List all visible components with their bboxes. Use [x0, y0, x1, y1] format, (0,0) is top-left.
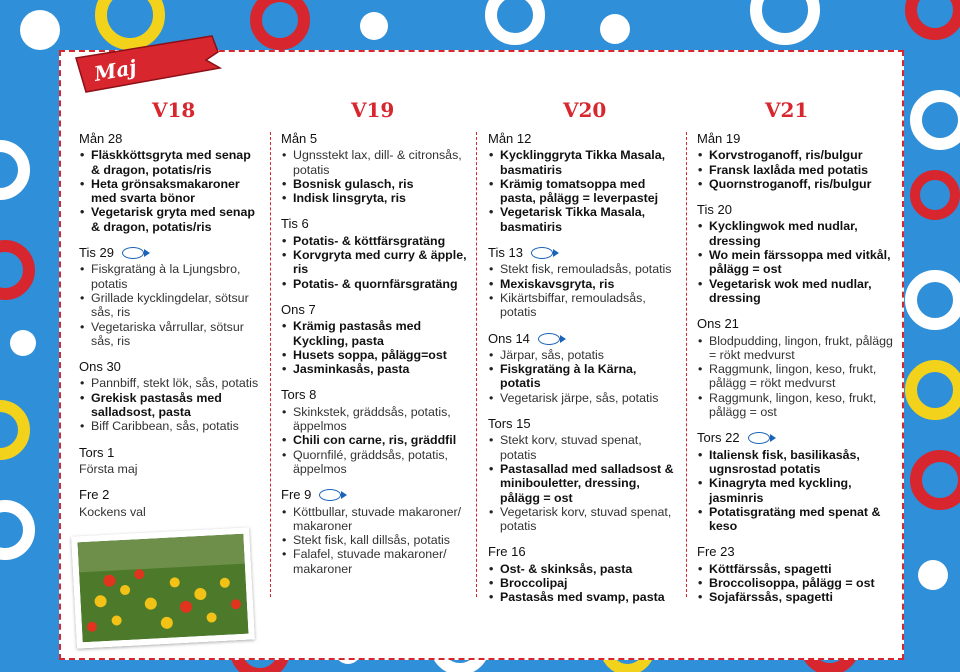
- menu-item: • Heta grönsaksmakaroner med svarta bönor: [79, 177, 259, 206]
- menu-item: • Stekt korv, stuvad spenat, potatis: [488, 433, 678, 462]
- day-heading: Fre 23: [697, 544, 735, 560]
- menu-item: • Grekisk pastasås med salladsost, pasta: [79, 391, 259, 420]
- menu-item: • Korvgryta med curry & äpple, ris: [281, 248, 471, 277]
- day-heading: Fre 16: [488, 544, 526, 560]
- menu-item: • Mexiskavsgryta, ris: [488, 277, 678, 291]
- menu-item: • Potatis- & quornfärsgratäng: [281, 277, 471, 291]
- day-heading: Tis 29: [79, 245, 114, 261]
- fish-icon: [319, 489, 341, 501]
- week-18-heading: V18: [152, 98, 196, 122]
- day-heading: Fre 9: [281, 487, 312, 503]
- menu-item: • Vegetariska vårrullar, sötsur sås, ris: [79, 320, 259, 349]
- column-divider: [686, 132, 687, 597]
- menu-item: • Fiskgratäng à la Ljungsbro, potatis: [79, 262, 259, 291]
- menu-item: • Jasminkasås, pasta: [281, 362, 471, 376]
- fish-icon: [531, 247, 553, 259]
- day-heading: Tis 13: [488, 245, 523, 261]
- menu-item: • Ost- & skinksås, pasta: [488, 562, 678, 576]
- week-20-heading: V20: [563, 98, 607, 122]
- day-heading-row: [488, 246, 678, 260]
- menu-item: • Italiensk fisk, basilikasås, ugnsrostad potatis: [697, 448, 897, 477]
- day-heading: Mån 28: [79, 131, 123, 146]
- menu-note: Kockens val: [79, 504, 146, 519]
- menu-item: • Korvstroganoff, ris/bulgur: [697, 148, 897, 162]
- menu-item: • Krämig tomatsoppa med pasta, pålägg = leverpastej: [488, 177, 678, 206]
- menu-item: • Grillade kycklingdelar, sötsur sås, ris: [79, 291, 259, 320]
- column-divider: [476, 132, 477, 597]
- menu-item: • Vegetarisk wok med nudlar, dressing: [697, 277, 897, 306]
- menu-item: • Ugnsstekt lax, dill- & citronsås, potatis: [281, 148, 471, 177]
- menu-item: • Vegetarisk korv, stuvad spenat, potatis: [488, 505, 678, 534]
- day-heading: Fre 2: [79, 487, 110, 503]
- day-heading-row: [488, 332, 678, 346]
- day-heading: Tors 15: [488, 416, 531, 432]
- day-heading: Tis 20: [697, 202, 732, 218]
- day-heading: Mån 19: [697, 131, 741, 146]
- day-heading: Ons 21: [697, 316, 739, 332]
- menu-item: • Raggmunk, lingon, keso, frukt, pålägg = ost: [697, 391, 897, 420]
- menu-item: • Broccolipaj: [488, 576, 678, 590]
- menu-item: • Skinkstek, gräddsås, potatis, äppelmos: [281, 405, 471, 434]
- menu-item: • Vegetarisk gryta med senap & dragon, potatis/ris: [79, 205, 259, 234]
- fish-icon: [122, 247, 144, 259]
- menu-item: • Järpar, sås, potatis: [488, 348, 678, 362]
- menu-item: • Potatis- & köttfärsgratäng: [281, 234, 471, 248]
- menu-item: • Fransk laxlåda med potatis: [697, 163, 897, 177]
- day-heading: Mån 5: [281, 131, 318, 146]
- menu-item: • Vegetarisk Tikka Masala, basmatiris: [488, 205, 678, 234]
- week-19-heading: V19: [351, 98, 395, 122]
- month-banner: [72, 30, 222, 100]
- menu-item: • Falafel, stuvade makaroner/ makaroner: [281, 547, 471, 576]
- flower-photo: [71, 527, 255, 648]
- menu-item: • Kikärtsbiffar, remouladsås, potatis: [488, 291, 678, 320]
- day-heading: Tors 22: [697, 430, 740, 446]
- day-heading: Mån 12: [488, 131, 532, 146]
- week-19-column: [281, 132, 471, 576]
- menu-item: • Pastasallad med salladsost & minibouletter, dressing, pålägg = ost: [488, 462, 678, 505]
- menu-item: • Sojafärssås, spagetti: [697, 590, 897, 604]
- menu-item: • Stekt fisk, kall dillsås, potatis: [281, 533, 471, 547]
- day-heading: Ons 7: [281, 301, 316, 317]
- menu-item: • Pastasås med svamp, pasta: [488, 590, 678, 604]
- menu-item: • Blodpudding, lingon, frukt, pålägg = rökt medvurst: [697, 334, 897, 363]
- menu-item: • Wo mein färssoppa med vitkål, pålägg = ost: [697, 248, 897, 277]
- day-heading-row: [697, 431, 897, 445]
- day-heading-row: [281, 488, 471, 502]
- menu-item: • Husets soppa, pålägg=ost: [281, 348, 471, 362]
- menu-item: • Biff Caribbean, sås, potatis: [79, 419, 259, 433]
- fish-icon: [748, 432, 770, 444]
- day-heading: Tis 6: [281, 216, 309, 232]
- flower-illustration: [77, 534, 248, 643]
- menu-item: • Krämig pastasås med Kyckling, pasta: [281, 319, 471, 348]
- month-label: Maj: [92, 54, 139, 86]
- menu-item: • Raggmunk, lingon, keso, frukt, pålägg = rökt medvurst: [697, 362, 897, 391]
- fish-icon: [538, 333, 560, 345]
- menu-item: • Pannbiff, stekt lök, sås, potatis: [79, 376, 259, 390]
- menu-item: • Quornfilé, gräddsås, potatis, äppelmos: [281, 448, 471, 477]
- menu-item: • Vegetarisk järpe, sås, potatis: [488, 391, 678, 405]
- week-20-column: [488, 132, 678, 605]
- week-21-column: [697, 132, 897, 605]
- day-heading: Ons 14: [488, 330, 530, 346]
- menu-item: • Broccolisoppa, pålägg = ost: [697, 576, 897, 590]
- day-heading-row: [79, 246, 259, 260]
- menu-item: • Indisk linsgryta, ris: [281, 191, 471, 205]
- menu-note: Första maj: [79, 461, 138, 476]
- menu-item: • Fläskköttsgryta med senap & dragon, potatis/ris: [79, 148, 259, 177]
- menu-item: • Köttfärssås, spagetti: [697, 562, 897, 576]
- menu-item: • Kinagryta med kyckling, jasminris: [697, 476, 897, 505]
- menu-item: • Stekt fisk, remouladsås, potatis: [488, 262, 678, 276]
- menu-item: • Kycklingwok med nudlar, dressing: [697, 219, 897, 248]
- day-heading: Ons 30: [79, 359, 121, 375]
- menu-item: • Köttbullar, stuvade makaroner/ makaroner: [281, 505, 471, 534]
- week-18-column: [79, 132, 259, 519]
- menu-item: • Potatisgratäng med spenat & keso: [697, 505, 897, 534]
- menu-item: • Quornstroganoff, ris/bulgur: [697, 177, 897, 191]
- week-21-heading: V21: [765, 98, 809, 122]
- menu-item: • Bosnisk gulasch, ris: [281, 177, 471, 191]
- menu-item: • Chili con carne, ris, gräddfil: [281, 433, 471, 447]
- menu-item: • Kycklinggryta Tikka Masala, basmatiris: [488, 148, 678, 177]
- day-heading: Tors 8: [281, 387, 317, 403]
- day-heading: Tors 1: [79, 444, 115, 460]
- menu-item: • Fiskgratäng à la Kärna, potatis: [488, 362, 678, 391]
- column-divider: [270, 132, 271, 597]
